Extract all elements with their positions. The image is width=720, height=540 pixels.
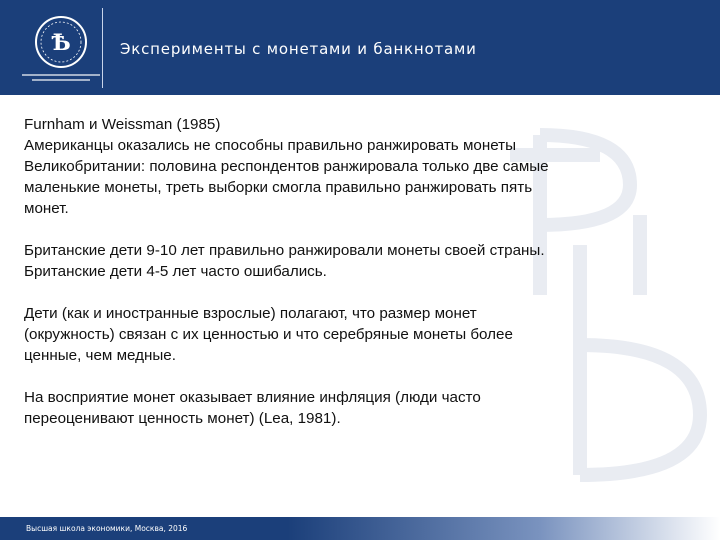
svg-text:Ѣ: Ѣ xyxy=(51,30,71,56)
text-line: Дети (как и иностранные взрослые) полагают, что размер монет xyxy=(24,305,477,322)
paragraph xyxy=(24,387,654,429)
text-line: (окружность) связан с их ценностью и что серебряные монеты более xyxy=(24,326,513,343)
text-line: маленькие монеты, треть выборки смогла правильно ранжировать пять xyxy=(24,179,533,196)
slide-body xyxy=(24,114,654,450)
header-divider xyxy=(102,8,103,88)
university-logo-icon xyxy=(18,12,104,90)
text-line: Британские дети 9-10 лет правильно ранжировали монеты своей страны. xyxy=(24,242,545,259)
text-line: монет. xyxy=(24,200,69,217)
text-line: Американцы оказались не способны правильно ранжировать монеты xyxy=(24,137,517,154)
footer-bar xyxy=(0,517,720,540)
paragraph xyxy=(24,240,654,282)
paragraph xyxy=(24,114,654,219)
text-line: На восприятие монет оказывает влияние инфляция (люди часто xyxy=(24,389,481,406)
text-line: переоценивают ценность монет) (Lea, 1981). xyxy=(24,410,341,427)
text-line: Furnham и Weissman (1985) xyxy=(24,116,221,133)
text-line: Великобритании: половина респондентов ранжировала только две самые xyxy=(24,158,549,175)
slide-title: Эксперименты с монетами и банкнотами xyxy=(120,40,477,58)
text-line: ценные, чем медные. xyxy=(24,347,176,364)
footer-text: Высшая школа экономики, Москва, 2016 xyxy=(26,524,188,533)
paragraph xyxy=(24,303,654,366)
text-line: Британские дети 4-5 лет часто ошибались. xyxy=(24,263,327,280)
header-bar xyxy=(0,0,720,95)
